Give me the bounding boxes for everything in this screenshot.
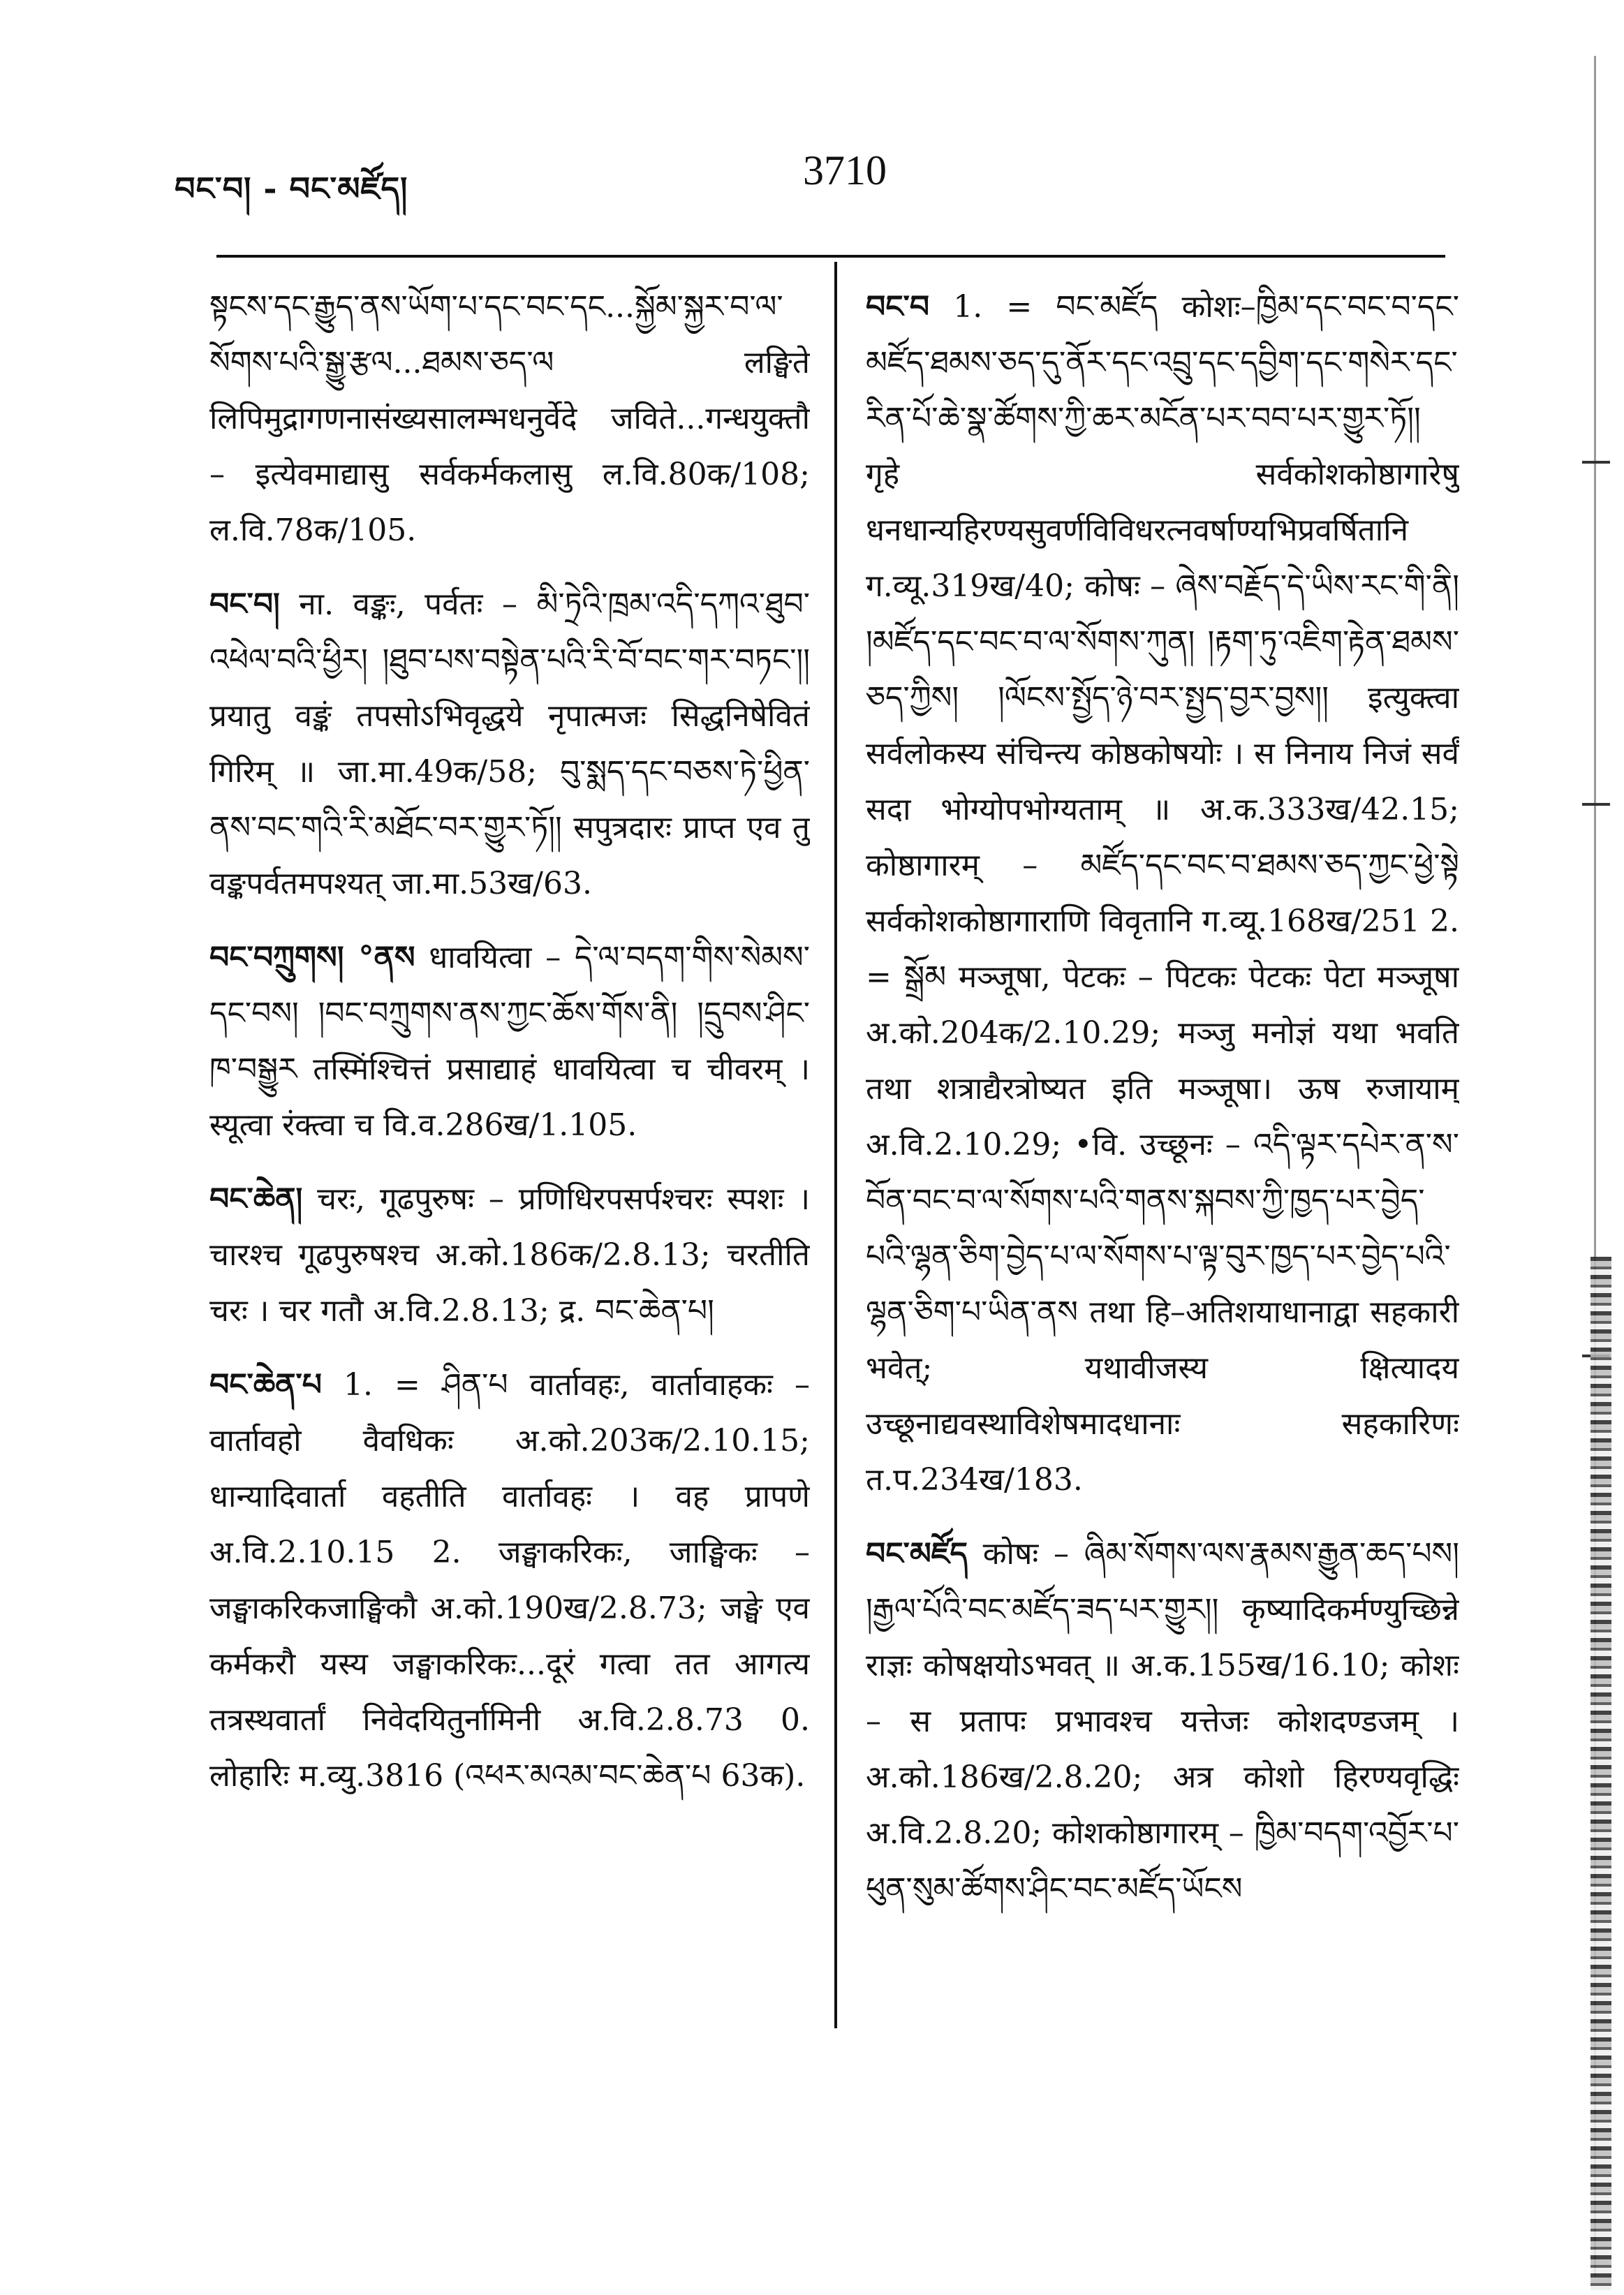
- scan-edge-tick: [1582, 461, 1610, 464]
- entry-headword: བང་ཆེན་པ: [209, 1367, 322, 1403]
- entry-headword: བང་བ: [866, 289, 930, 325]
- entry-headword: བང་བ།: [209, 586, 280, 622]
- dictionary-entry: [866, 279, 1459, 1508]
- entry-headword: བང་མཛོད: [866, 1536, 968, 1572]
- scan-edge-strip: [1590, 1257, 1611, 2290]
- header-rule: [216, 255, 1445, 258]
- right-column: [866, 279, 1459, 2067]
- left-column: [209, 279, 810, 2067]
- entry-text: 1. = ཤིན་པ वार्तावहः, वार्तावाहकः – वार्तावहो वैवधिकः अ.को.203क/2.10.15; धान्यादिवार्ता वहतीति वार्तावहः । वह प्रापणे अ.वि.2.10.15 2. जङ्घाकरिकः, जाङ्घिकः – जङ्घाकरिकजाङ्घिकौ अ.को.190ख/2.8.73; जङ्घे एव कर्मकरौ यस्य जङ्घाकरिकः...दूरं गत्वा तत आगत्य तत्रस्थवार्तां निवेदयितुर्नामिनी अ.वि.2.8.73 0. लोहारिः म.व्यु.3816 (འཕར་མའམ་བང་ཆེན་པ 63क).: [209, 1367, 810, 1794]
- dictionary-entry: [209, 930, 810, 1153]
- entry-text: སྟངས་དང་རྒྱུད་ནས་ཡོག་པ་དང་བང་དང...སྐྱོམ་སྐྱར་བ་ལ་སོགས་པའི་སྒྱུ་རྩལ...ཐམས་ཅད་ལ लङ्घिते लिपिमुद्रागणनासंख्यसालम्भधनुर्वेदे जविते...गन्धयुक्तौ – इत्येवमाद्यासु सर्वकर्मकलासु ल.वि.80क/108; ल.वि.78क/105.: [209, 289, 810, 548]
- column-divider: [834, 262, 837, 2028]
- entry-text: चरः, गूढपुरुषः – प्रणिधिरपसर्पश्चरः स्पशः । चारश्च गूढपुरुषश्च अ.को.186क/2.8.13; चरतीति चरः । चर गतौ अ.वि.2.8.13; द्र. བང་ཆེན་པ།: [209, 1181, 810, 1329]
- dictionary-entry: [209, 279, 810, 559]
- page-header: [175, 147, 1445, 209]
- running-head: བང་བ། - བང་མཛོད།: [175, 170, 408, 207]
- scan-edge-tick: [1582, 803, 1610, 806]
- dictionary-entry: [209, 577, 810, 912]
- page-number: 3710: [803, 147, 887, 193]
- entry-headword: བང་བཀྲུགས། °ནས: [209, 940, 415, 975]
- entry-text: धावयित्वा – དེ་ལ་བདག་གིས་སེམས་དང་བས། །བང་བཀྲུགས་ནས་ཀྱང་ཆོས་གོས་ནི། །དྲུབས་ཤིང་ཁ་བསྒྱུར तस्मिंश्चित्तं प्रसाद्याहं धावयित्वा च चीवरम् । स्यूत्वा रंक्त्वा च वि.व.286ख/1.105.: [209, 940, 810, 1143]
- dictionary-entry: [866, 1526, 1459, 1917]
- dictionary-entry: [209, 1172, 810, 1339]
- entry-text: कोषः – ཞིམ་སོགས་ལས་རྣམས་རྒྱུན་ཆད་པས། །རྒྱལ་པོའི་བང་མཛོད་ཟད་པར་གྱུར།། कृष्यादिकर्मण्युच्छिन्ने राज्ञः कोषक्षयोऽभवत् ॥ अ.क.155ख/16.10; कोशः – स प्रतापः प्रभावश्च यत्तेजः कोशदण्डजम् । अ.को.186ख/2.8.20; अत्र कोशो हिरण्यवृद्धिः अ.वि.2.8.20; कोशकोष्ठागारम् – ཁྱིམ་བདག་འབྱོར་པ་ཕུན་སུམ་ཚོགས་ཤིང་བང་མཛོད་ཡོངས: [866, 1536, 1459, 1907]
- dictionary-entry: [209, 1357, 810, 1804]
- scan-edge: [1575, 0, 1624, 2295]
- entry-text: ना. वङ्कः, पर्वतः – མི་ཏྲེའི་ཁྲམ་འདི་དཀའ་ཐུབ་འཕེལ་བའི་ཕྱིར། །ཐུབ་པས་བསྟེན་པའི་རི་བོ་བང་གར་བཏང་།། प्रयातु वङ्कं तपसोऽभिवृद्धये नृपात्मजः सिद्धनिषेवितं गिरिम् ॥ जा.मा.49क/58; བུ་སྨད་དང་བཅས་ཏེ་ཕྱིན་ནས་བང་གའི་རི་མཐོང་བར་གྱུར་ཏོ།། सपुत्रदारः प्राप्त एव तु वङ्कपर्वतमपश्यत् जा.मा.53ख/63.: [209, 586, 810, 901]
- entry-headword: བང་ཆེན།: [209, 1181, 303, 1217]
- entry-text: 1. = བང་མཛོད कोशः–ཁྱིམ་དང་བང་བ་དང་མཛོད་ཐམས་ཅད་དུ་ནོར་དང་འབྲུ་དང་དབྱིག་དང་གསེར་དང་རིན་པོ་ཆེ་སྣ་ཚོགས་ཀྱི་ཆར་མངོན་པར་བབ་པར་གྱུར་ཏོ།། गृहे सर्वकोशकोष्ठागारेषु धनधान्यहिरण्यसुवर्णविविधरत्नवर्षाण्यभिप्रवर्षितानि ग.व्यू.319ख/40; कोषः – ཞེས་བརྗོད་དེ་ཡིས་རང་གི་ནི། །མཛོད་དང་བང་བ་ལ་སོགས་ཀུན། །རྟག་ཏུ་འཇིག་རྟེན་ཐམས་ཅད་ཀྱིས། །ལོངས་སྤྱོད་ཉེ་བར་སྤྱད་བྱར་བྱས།། इत्युक्त्वा सर्वलोकस्य संचिन्त्य कोष्ठकोषयोः । स निनाय निजं सर्वं सदा भोग्योपभोग्यताम् ॥ अ.क.333ख/42.15; कोष्ठागारम् – མཛོད་དང་བང་བ་ཐམས་ཅད་ཀྱང་ཕྱེ་སྟེ सर्वकोशकोष्ठागाराणि विवृतानि ग.व्यू.168ख/251 2. = སྒྲོམ मञ्जूषा, पेटकः – पिटकः पेटकः पेटा मञ्जूषा अ.को.204क/2.10.29; मञ्जु मनोज्ञं यथा भवति तथा शत्राद्यैरत्रोष्यत इति मञ्जूषा। ऊष रुजायाम् अ.वि.2.10.29; •वि. उच्छूनः – འདི་ལྟར་དཔེར་ན་ས་བོན་བང་བ་ལ་སོགས་པའི་གནས་སྐབས་ཀྱི་ཁྱད་པར་བྱེད་པའི་ལྷན་ཅིག་བྱེད་པ་ལ་སོགས་པ་ལྟ་བུར་ཁྱད་པར་བྱེད་པའི་ལྷན་ཅིག་པ་ཡིན་ནས तथा हि–अतिशयाधानाद्वा सहकारी भवेत्; यथावीजस्य क्षित्यादय उच्छूनाद्यवस्थाविशेषमादधानाः सहकारिणः त.प.234ख/183.: [866, 289, 1459, 1498]
